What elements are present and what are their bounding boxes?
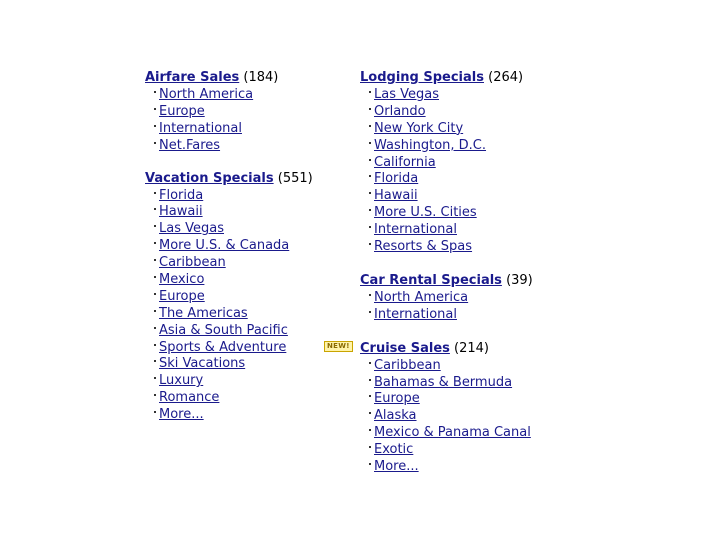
vacation-count: (551) <box>277 170 313 186</box>
right-column <box>360 69 533 475</box>
list-item <box>369 238 533 255</box>
bullet-icon <box>154 310 156 312</box>
lodging-specials-link[interactable]: Lodging Specials <box>360 70 484 85</box>
bullet-icon <box>154 142 156 144</box>
vacation-link-sports-adventure[interactable]: Sports & Adventure <box>159 339 287 355</box>
bullet-icon <box>154 276 156 278</box>
vacation-link-mexico[interactable]: Mexico <box>159 272 205 288</box>
airfare-list <box>145 86 313 154</box>
vacation-section <box>145 170 313 423</box>
list-item <box>154 103 313 120</box>
list-item <box>154 120 313 137</box>
list-item <box>154 406 313 423</box>
bullet-icon <box>154 293 156 295</box>
bullet-icon <box>369 412 371 414</box>
bullet-icon <box>369 362 371 364</box>
list-item <box>154 389 313 406</box>
vacation-link-hawaii[interactable]: Hawaii <box>159 204 203 220</box>
list-item <box>369 424 533 441</box>
list-item <box>369 374 533 391</box>
bullet-icon <box>369 395 371 397</box>
cruise-link-bahamas-bermuda[interactable]: Bahamas & Bermuda <box>374 374 513 390</box>
vacation-link-romance[interactable]: Romance <box>159 390 220 406</box>
cruise-link-mexico-panama-canal[interactable]: Mexico & Panama Canal <box>374 425 531 441</box>
airfare-link-north-america[interactable]: North America <box>159 87 254 102</box>
bullet-icon <box>369 209 371 211</box>
vacation-link-las-vegas[interactable]: Las Vegas <box>159 221 224 237</box>
vacation-specials-link[interactable]: Vacation Specials <box>145 170 274 186</box>
lodging-link-orlando[interactable]: Orlando <box>374 103 426 119</box>
car-rental-count: (39) <box>506 272 533 288</box>
list-item <box>369 289 533 306</box>
vacation-link-more-us-canada[interactable]: More U.S. & Canada <box>159 238 290 254</box>
bullet-icon <box>369 91 371 93</box>
airfare-link-europe[interactable]: Europe <box>159 103 205 119</box>
cruise-link-more[interactable]: More... <box>374 459 419 475</box>
bullet-icon <box>154 225 156 227</box>
list-item <box>369 441 533 458</box>
list-item <box>154 187 313 204</box>
cruise-heading <box>360 340 533 357</box>
bullet-icon <box>154 192 156 194</box>
lodging-list <box>360 86 533 255</box>
car-rental-heading <box>360 272 533 289</box>
bullet-icon <box>369 429 371 431</box>
list-item <box>154 137 313 154</box>
list-item <box>369 187 533 204</box>
list-item <box>154 355 313 372</box>
car-rental-list <box>360 289 533 323</box>
list-item <box>369 86 533 103</box>
airfare-heading <box>145 69 313 86</box>
lodging-section <box>360 69 533 255</box>
bullet-icon <box>154 91 156 93</box>
lodging-link-new-york-city[interactable]: New York City <box>374 120 464 136</box>
car-rental-specials-link[interactable]: Car Rental Specials <box>360 272 502 288</box>
bullet-icon <box>369 311 371 313</box>
bullet-icon <box>154 125 156 127</box>
lodging-link-las-vegas[interactable]: Las Vegas <box>374 87 439 102</box>
list-item <box>369 103 533 120</box>
cruise-list <box>360 357 533 475</box>
car-link-north-america[interactable]: North America <box>374 289 469 305</box>
car-link-international[interactable]: International <box>374 306 457 322</box>
list-item <box>369 390 533 407</box>
lodging-link-washington-dc[interactable]: Washington, D.C. <box>374 137 487 153</box>
list-item <box>154 203 313 220</box>
vacation-link-more[interactable]: More... <box>159 407 204 423</box>
list-item <box>154 288 313 305</box>
vacation-link-the-americas[interactable]: The Americas <box>159 305 248 321</box>
bullet-icon <box>154 377 156 379</box>
vacation-link-florida[interactable]: Florida <box>159 187 204 203</box>
list-item <box>154 220 313 237</box>
cruise-link-caribbean[interactable]: Caribbean <box>374 357 441 373</box>
bullet-icon <box>154 108 156 110</box>
cruise-link-exotic[interactable]: Exotic <box>374 442 414 458</box>
list-item <box>369 120 533 137</box>
bullet-icon <box>154 242 156 244</box>
bullet-icon <box>154 344 156 346</box>
list-item <box>154 86 313 103</box>
car-rental-section <box>360 272 533 323</box>
cruise-link-europe[interactable]: Europe <box>374 391 420 407</box>
list-item <box>369 357 533 374</box>
bullet-icon <box>369 446 371 448</box>
airfare-link-international[interactable]: International <box>159 120 242 136</box>
bullet-icon <box>154 394 156 396</box>
bullet-icon <box>369 142 371 144</box>
lodging-link-hawaii[interactable]: Hawaii <box>374 188 418 204</box>
airfare-count: (184) <box>243 70 279 85</box>
vacation-link-caribbean[interactable]: Caribbean <box>159 255 226 271</box>
list-item <box>369 407 533 424</box>
cruise-link-alaska[interactable]: Alaska <box>374 408 417 424</box>
vacation-link-luxury[interactable]: Luxury <box>159 373 204 389</box>
vacation-link-asia-south-pacific[interactable]: Asia & South Pacific <box>159 322 288 338</box>
bullet-icon <box>369 175 371 177</box>
bullet-icon <box>154 259 156 261</box>
bullet-icon <box>369 108 371 110</box>
bullet-icon <box>369 192 371 194</box>
bullet-icon <box>154 411 156 413</box>
vacation-list <box>145 187 313 423</box>
list-item <box>369 137 533 154</box>
bullet-icon <box>369 463 371 465</box>
bullet-icon <box>154 327 156 329</box>
list-item <box>369 154 533 171</box>
bullet-icon <box>369 379 371 381</box>
lodging-heading <box>360 69 533 86</box>
bullet-icon <box>154 208 156 210</box>
list-item <box>154 237 313 254</box>
lodging-link-international[interactable]: International <box>374 222 457 238</box>
lodging-count: (264) <box>488 70 524 85</box>
bullet-icon <box>369 159 371 161</box>
bullet-icon <box>154 360 156 362</box>
lodging-link-more-us-cities[interactable]: More U.S. Cities <box>374 205 477 221</box>
new-badge: NEW! <box>324 341 353 352</box>
bullet-icon <box>369 294 371 296</box>
bullet-icon <box>369 226 371 228</box>
list-item <box>369 306 533 323</box>
lodging-link-florida[interactable]: Florida <box>374 171 419 187</box>
airfare-sales-link[interactable]: Airfare Sales <box>145 70 240 85</box>
lodging-link-california[interactable]: California <box>374 154 436 170</box>
list-item <box>154 339 313 356</box>
list-item <box>154 322 313 339</box>
vacation-link-europe[interactable]: Europe <box>159 288 205 304</box>
list-item <box>154 305 313 322</box>
list-item <box>369 170 533 187</box>
cruise-sales-link[interactable]: Cruise Sales <box>360 340 450 356</box>
list-item <box>154 254 313 271</box>
cruise-section <box>360 340 533 475</box>
list-item <box>154 271 313 288</box>
airfare-section <box>145 69 313 154</box>
lodging-link-resorts-spas[interactable]: Resorts & Spas <box>374 239 473 255</box>
vacation-heading <box>145 170 313 187</box>
list-item <box>369 204 533 221</box>
cruise-count: (214) <box>454 340 489 356</box>
bullet-icon <box>369 243 371 245</box>
list-item <box>154 372 313 389</box>
list-item <box>369 221 533 238</box>
left-column <box>145 69 313 423</box>
list-item <box>369 458 533 475</box>
bullet-icon <box>369 125 371 127</box>
airfare-link-net-fares[interactable]: Net.Fares <box>159 137 221 153</box>
vacation-link-ski-vacations[interactable]: Ski Vacations <box>159 356 246 372</box>
